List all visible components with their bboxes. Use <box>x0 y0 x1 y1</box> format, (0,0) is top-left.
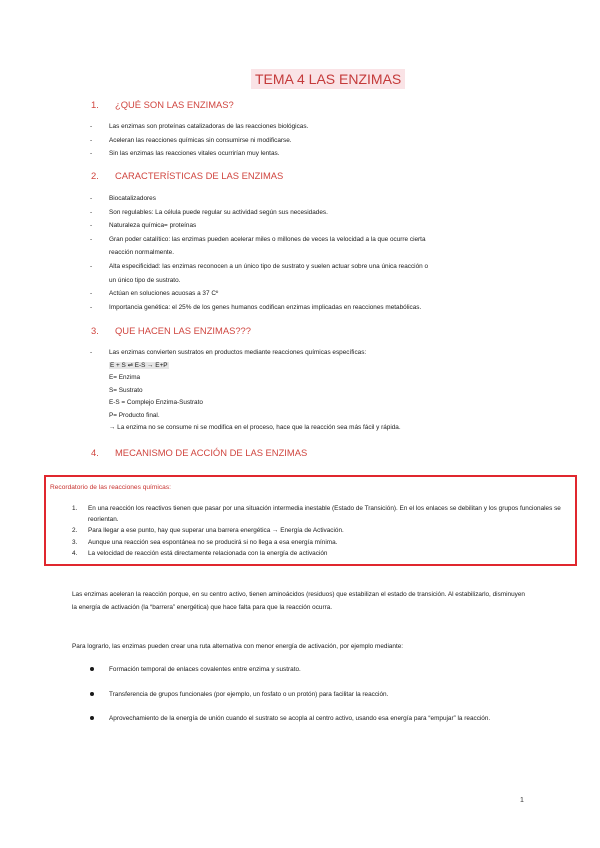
section-heading-4: 4. MECANISMO DE ACCIÓN DE LAS ENZIMAS <box>91 447 308 458</box>
list-item: 1. En una reacción los reactivos tienen que pasar por una situación intermedia inestable (Estado de Transición). En el los enlaces se debilitan y los grupos funcionales se reorientan. <box>72 505 561 524</box>
reminder-list <box>72 503 562 559</box>
paragraph: Las enzimas aceleran la reacción porque, en su centro activo, tienen aminoácidos (residuos) que estabilizan el estado de transición. Al estabilizarlo, disminuyen la energía de activación (la “barrera” energética) que hace falta para que la reacción ocurra. <box>72 591 525 611</box>
section-heading-1: 1. ¿QUÉ SON LAS ENZIMAS? <box>91 99 234 110</box>
bullet-icon <box>90 692 94 696</box>
list-item: - Gran poder catalítico: las enzimas pueden acelerar miles o millones de veces la velocidad a la que ocurre cierta reacción normalmente. <box>90 233 530 260</box>
list-item: Formación temporal de enlaces covalentes entre enzima y sustrato. <box>90 664 520 676</box>
definition-item: P= Producto final. <box>109 411 160 419</box>
list-item: - Aceleran las reacciones químicas sin consumirse ni modificarse. <box>90 134 530 148</box>
list-item: - Son regulables: La célula puede regular su actividad según sus necesidades. <box>90 206 530 220</box>
section-heading-3: 3. QUE HACEN LAS ENZIMAS??? <box>91 325 251 336</box>
mechanism-list <box>90 664 520 725</box>
list-item: - Biocatalizadores <box>90 192 530 206</box>
section-3-list <box>90 346 530 360</box>
list-item: 3. Aunque una reacción sea espontánea no se producirá si no llega a esa energía mínima. <box>72 538 338 546</box>
section-2-list <box>90 192 530 314</box>
section-heading-2: 2. CARACTERÍSTICAS DE LAS ENZIMAS <box>91 170 284 181</box>
list-item: 2. Para llegar a ese punto, hay que superar una barrera energética → Energía de Activación. <box>72 527 344 535</box>
page-title: TEMA 4 LAS ENZIMAS <box>251 69 405 89</box>
list-item: - Importancia genética: el 25% de los genes humanos codifican enzimas implicadas en reacciones metabólicas. <box>90 301 530 315</box>
list-item: - Alta especificidad: las enzimas reconocen a un único tipo de sustrato y suelen actuar sobre una única reacción o un único tipo de sustrato. <box>90 260 530 287</box>
reminder-box-title: Recordatorio de las reacciones químicas: <box>50 484 171 491</box>
definition-item: → La enzima no se consume ni se modifica en el proceso, hace que la reacción sea más fácil y rápida. <box>109 424 401 432</box>
list-item: - Naturaleza química= proteínas <box>90 219 530 233</box>
definition-item: E= Enzima <box>109 374 141 382</box>
page-number: 1 <box>520 797 524 804</box>
list-item: - Las enzimas convierten sustratos en productos mediante reacciones químicas específicas: <box>90 346 530 360</box>
list-item: - Sin las enzimas las reacciones vitales ocurrirían muy lentas. <box>90 147 530 161</box>
list-item: Transferencia de grupos funcionales (por ejemplo, un fosfato o un protón) para facilitar la reacción. <box>90 689 520 701</box>
definition-item: S= Sustrato <box>109 386 143 394</box>
paragraph: Para lograrlo, las enzimas pueden crear una ruta alternativa con menor energía de activación, por ejemplo mediante: <box>72 643 404 650</box>
list-item: - Las enzimas son proteínas catalizadoras de las reacciones biológicas. <box>90 120 530 134</box>
section-1-list <box>90 120 530 161</box>
bullet-icon <box>90 716 94 720</box>
reaction-formula: E + S ⇌ E-S → E+P <box>110 362 168 369</box>
definition-item: E-S = Complejo Enzima-Sustrato <box>109 399 203 407</box>
bullet-icon <box>90 667 94 671</box>
list-item: - Actúan en soluciones acuosas a 37 Cº <box>90 287 530 301</box>
list-item: 4. La velocidad de reacción está directamente relacionada con la energía de activación <box>72 549 328 557</box>
list-item: Aprovechamiento de la energía de unión cuando el sustrato se acopla al centro activo, usando esa energía para “empujar” la reacción. <box>90 713 520 725</box>
enzyme-reaction-definitions <box>109 360 401 434</box>
